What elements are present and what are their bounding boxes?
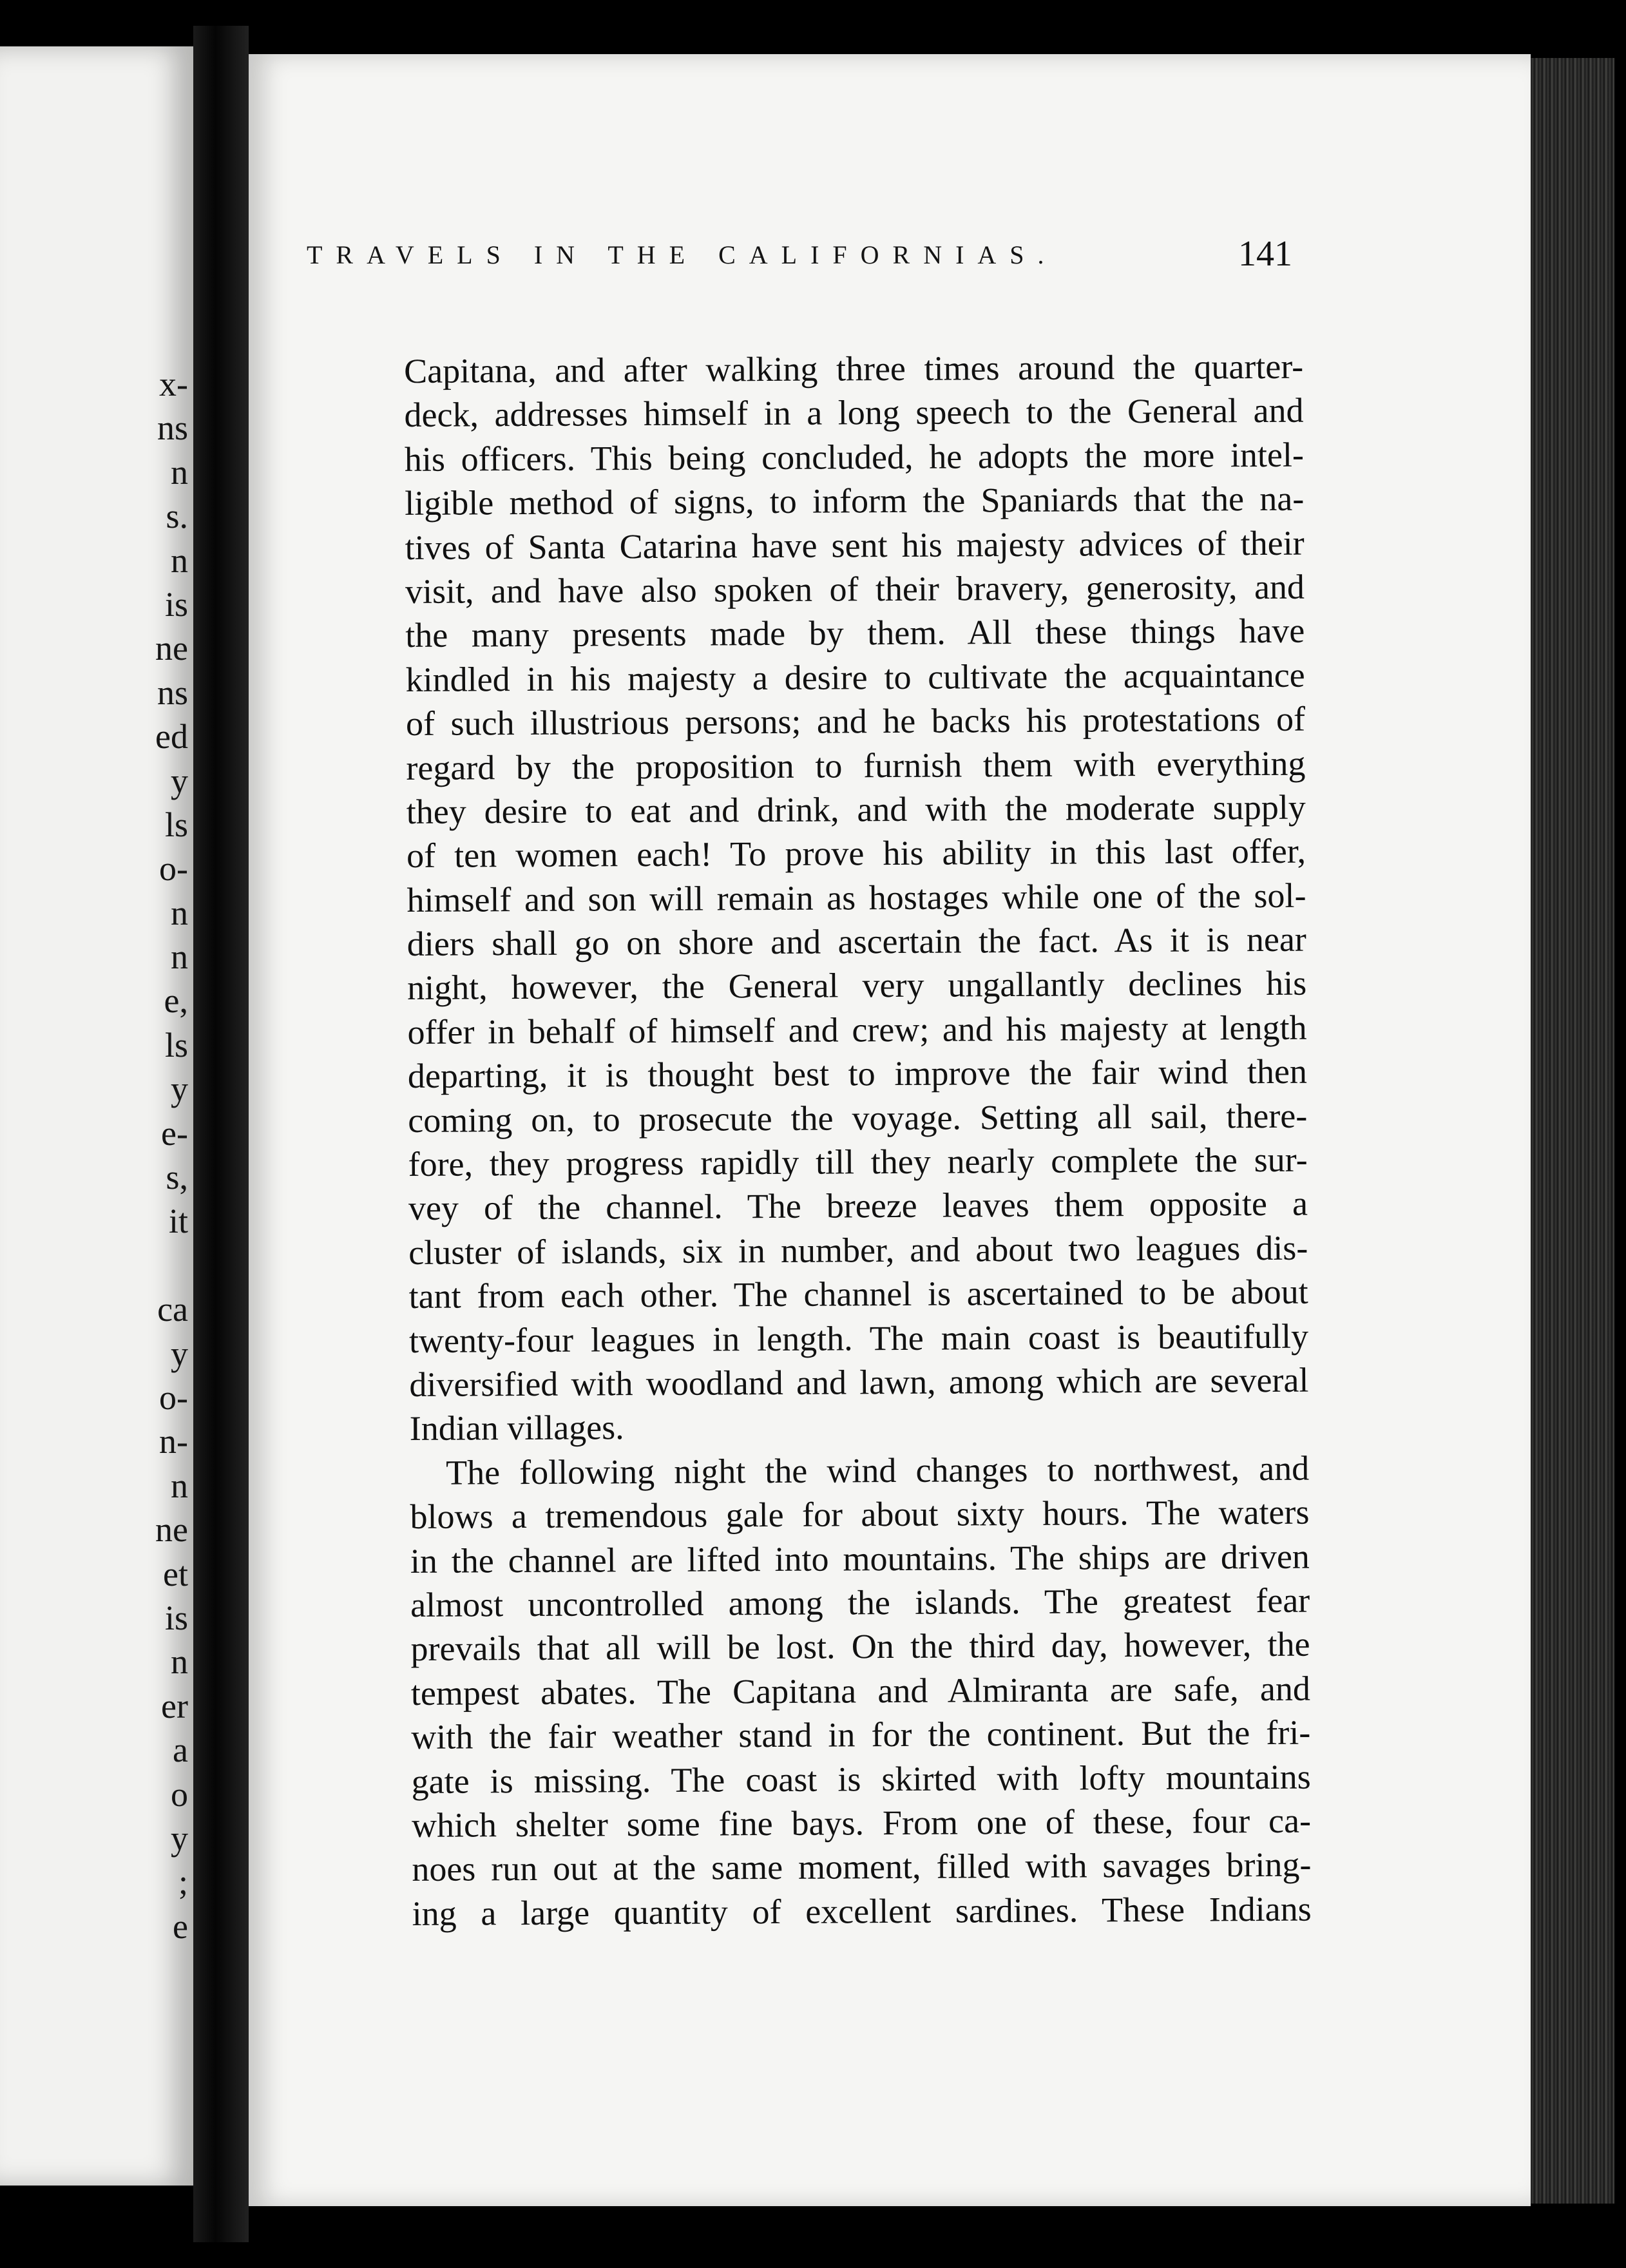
text-line: cluster of islands, six in number, and about two leagues dis- bbox=[408, 1228, 1308, 1272]
left-fragment: e- bbox=[161, 1113, 188, 1153]
text-line: his officers. This being concluded, he adopts the more intel- bbox=[404, 435, 1305, 479]
left-fragment: e, bbox=[164, 981, 188, 1021]
text-line: tempest abates. The Capitana and Almiranta are safe, and bbox=[410, 1669, 1311, 1713]
left-fragment: n bbox=[171, 937, 188, 977]
body-text bbox=[404, 345, 1312, 1936]
text-line: ligible method of signs, to inform the Spaniards that the na- bbox=[405, 479, 1305, 523]
text-line: of ten women each! To prove his ability in this last offer, bbox=[406, 831, 1306, 876]
text-line: tant from each other. The channel is ascertained to be about bbox=[408, 1272, 1308, 1316]
left-fragment: n bbox=[171, 1642, 188, 1682]
left-fragment: o- bbox=[159, 1378, 188, 1417]
text-line: with the fair weather stand in for the continent. But the fri- bbox=[411, 1713, 1311, 1757]
left-fragment: et bbox=[163, 1554, 188, 1593]
left-fragment: er bbox=[161, 1686, 188, 1725]
text-line: blows a tremendous gale for about sixty hours. The waters bbox=[410, 1492, 1310, 1537]
left-fragment bbox=[111, 1244, 188, 1287]
left-fragment: s. bbox=[166, 497, 188, 536]
left-fragment: o- bbox=[159, 849, 188, 889]
text-line: which shelter some fine bays. From one of these, four ca- bbox=[411, 1801, 1312, 1845]
running-head bbox=[307, 234, 1292, 291]
left-fragment: ne bbox=[155, 629, 188, 668]
left-fragment: n bbox=[171, 541, 188, 580]
text-line: kindled in his majesty a desire to cultivate the acquaintance bbox=[405, 655, 1305, 699]
text-line: fore, they progress rapidly till they nearly complete the sur- bbox=[408, 1140, 1308, 1184]
text-line: departing, it is thought best to improve the fair wind then bbox=[407, 1052, 1308, 1096]
text-line: Indian villages. bbox=[409, 1408, 624, 1448]
right-page bbox=[249, 54, 1531, 2206]
left-fragment: s, bbox=[166, 1158, 188, 1197]
text-line: in the channel are lifted into mountains. The ships are driven bbox=[410, 1537, 1310, 1581]
text-line: prevails that all will be lost. On the third day, however, the bbox=[410, 1624, 1310, 1669]
text-line: night, however, the General very ungallantly declines his bbox=[407, 964, 1307, 1008]
left-fragment: ns bbox=[157, 408, 188, 448]
text-line: diers shall go on shore and ascertain the fact. As it is near bbox=[406, 919, 1306, 964]
left-fragment: x- bbox=[159, 365, 188, 403]
text-line: regard by the proposition to furnish them with everything bbox=[406, 744, 1306, 787]
left-fragment: ns bbox=[157, 673, 188, 712]
left-fragment: ls bbox=[164, 1025, 188, 1064]
left-fragment: n bbox=[171, 893, 188, 932]
text-line: Capitana, and after walking three times around the quarter- bbox=[404, 347, 1304, 390]
text-line: The following night the wind changes to northwest, and bbox=[445, 1448, 1310, 1492]
left-fragment: n bbox=[171, 1466, 188, 1505]
left-page bbox=[0, 46, 193, 2186]
text-line: deck, addresses himself in a long speech to the General and bbox=[404, 391, 1304, 435]
text-line: the many presents made by them. All these things have bbox=[405, 611, 1305, 655]
text-line: offer in behalf of himself and crew; and his majesty at length bbox=[407, 1008, 1307, 1052]
left-fragment: a bbox=[173, 1731, 188, 1770]
text-line: they desire to eat and drink, and with the moderate supply bbox=[406, 787, 1306, 831]
left-fragment: o bbox=[171, 1774, 188, 1814]
left-fragment: is bbox=[164, 584, 188, 624]
left-fragment: y bbox=[171, 1334, 188, 1373]
page-number: 141 bbox=[1238, 234, 1292, 274]
left-fragment: ed bbox=[155, 717, 188, 756]
text-line: himself and son will remain as hostages while one of the sol- bbox=[406, 876, 1306, 919]
text-line: noes run out at the same moment, filled with savages bring- bbox=[412, 1845, 1312, 1889]
text-line: of such illustrious persons; and he backs his protestations of bbox=[405, 699, 1306, 744]
book-gutter bbox=[193, 26, 249, 2242]
left-fragment: it bbox=[168, 1202, 188, 1241]
left-fragment: ls bbox=[164, 805, 188, 844]
text-line: almost uncontrolled among the islands. The greatest fear bbox=[410, 1581, 1310, 1624]
left-fragment: n bbox=[171, 452, 188, 492]
left-fragment: ; bbox=[178, 1863, 188, 1902]
text-line: visit, and have also spoken of their bravery, generosity, and bbox=[405, 567, 1305, 611]
text-line: ing a large quantity of excellent sardines. These Indians bbox=[412, 1889, 1312, 1933]
left-fragment: is bbox=[164, 1598, 188, 1637]
left-fragment: ca bbox=[157, 1290, 188, 1329]
running-title: TRAVELS IN THE CALIFORNIAS. bbox=[307, 240, 1058, 269]
left-fragment: y bbox=[171, 1070, 188, 1109]
text-line: gate is missing. The coast is skirted with lofty mountains bbox=[411, 1757, 1311, 1801]
page-edges bbox=[1531, 58, 1614, 2204]
left-fragment: y bbox=[171, 1818, 188, 1858]
left-fragment: e bbox=[173, 1907, 188, 1946]
left-page-text-fragments bbox=[111, 362, 188, 1948]
left-fragment: ne bbox=[155, 1510, 188, 1550]
text-line: vey of the channel. The breeze leaves them opposite a bbox=[408, 1184, 1308, 1228]
left-fragment: y bbox=[171, 761, 188, 800]
left-fragment: n- bbox=[159, 1422, 188, 1461]
text-line: diversified with woodland and lawn, among which are several bbox=[409, 1360, 1309, 1404]
text-line: coming on, to prosecute the voyage. Setting all sail, there- bbox=[408, 1096, 1308, 1140]
text-line: twenty-four leagues in length. The main coast is beautifully bbox=[408, 1316, 1309, 1360]
text-line: tives of Santa Catarina have sent his majesty advices of their bbox=[405, 523, 1305, 567]
